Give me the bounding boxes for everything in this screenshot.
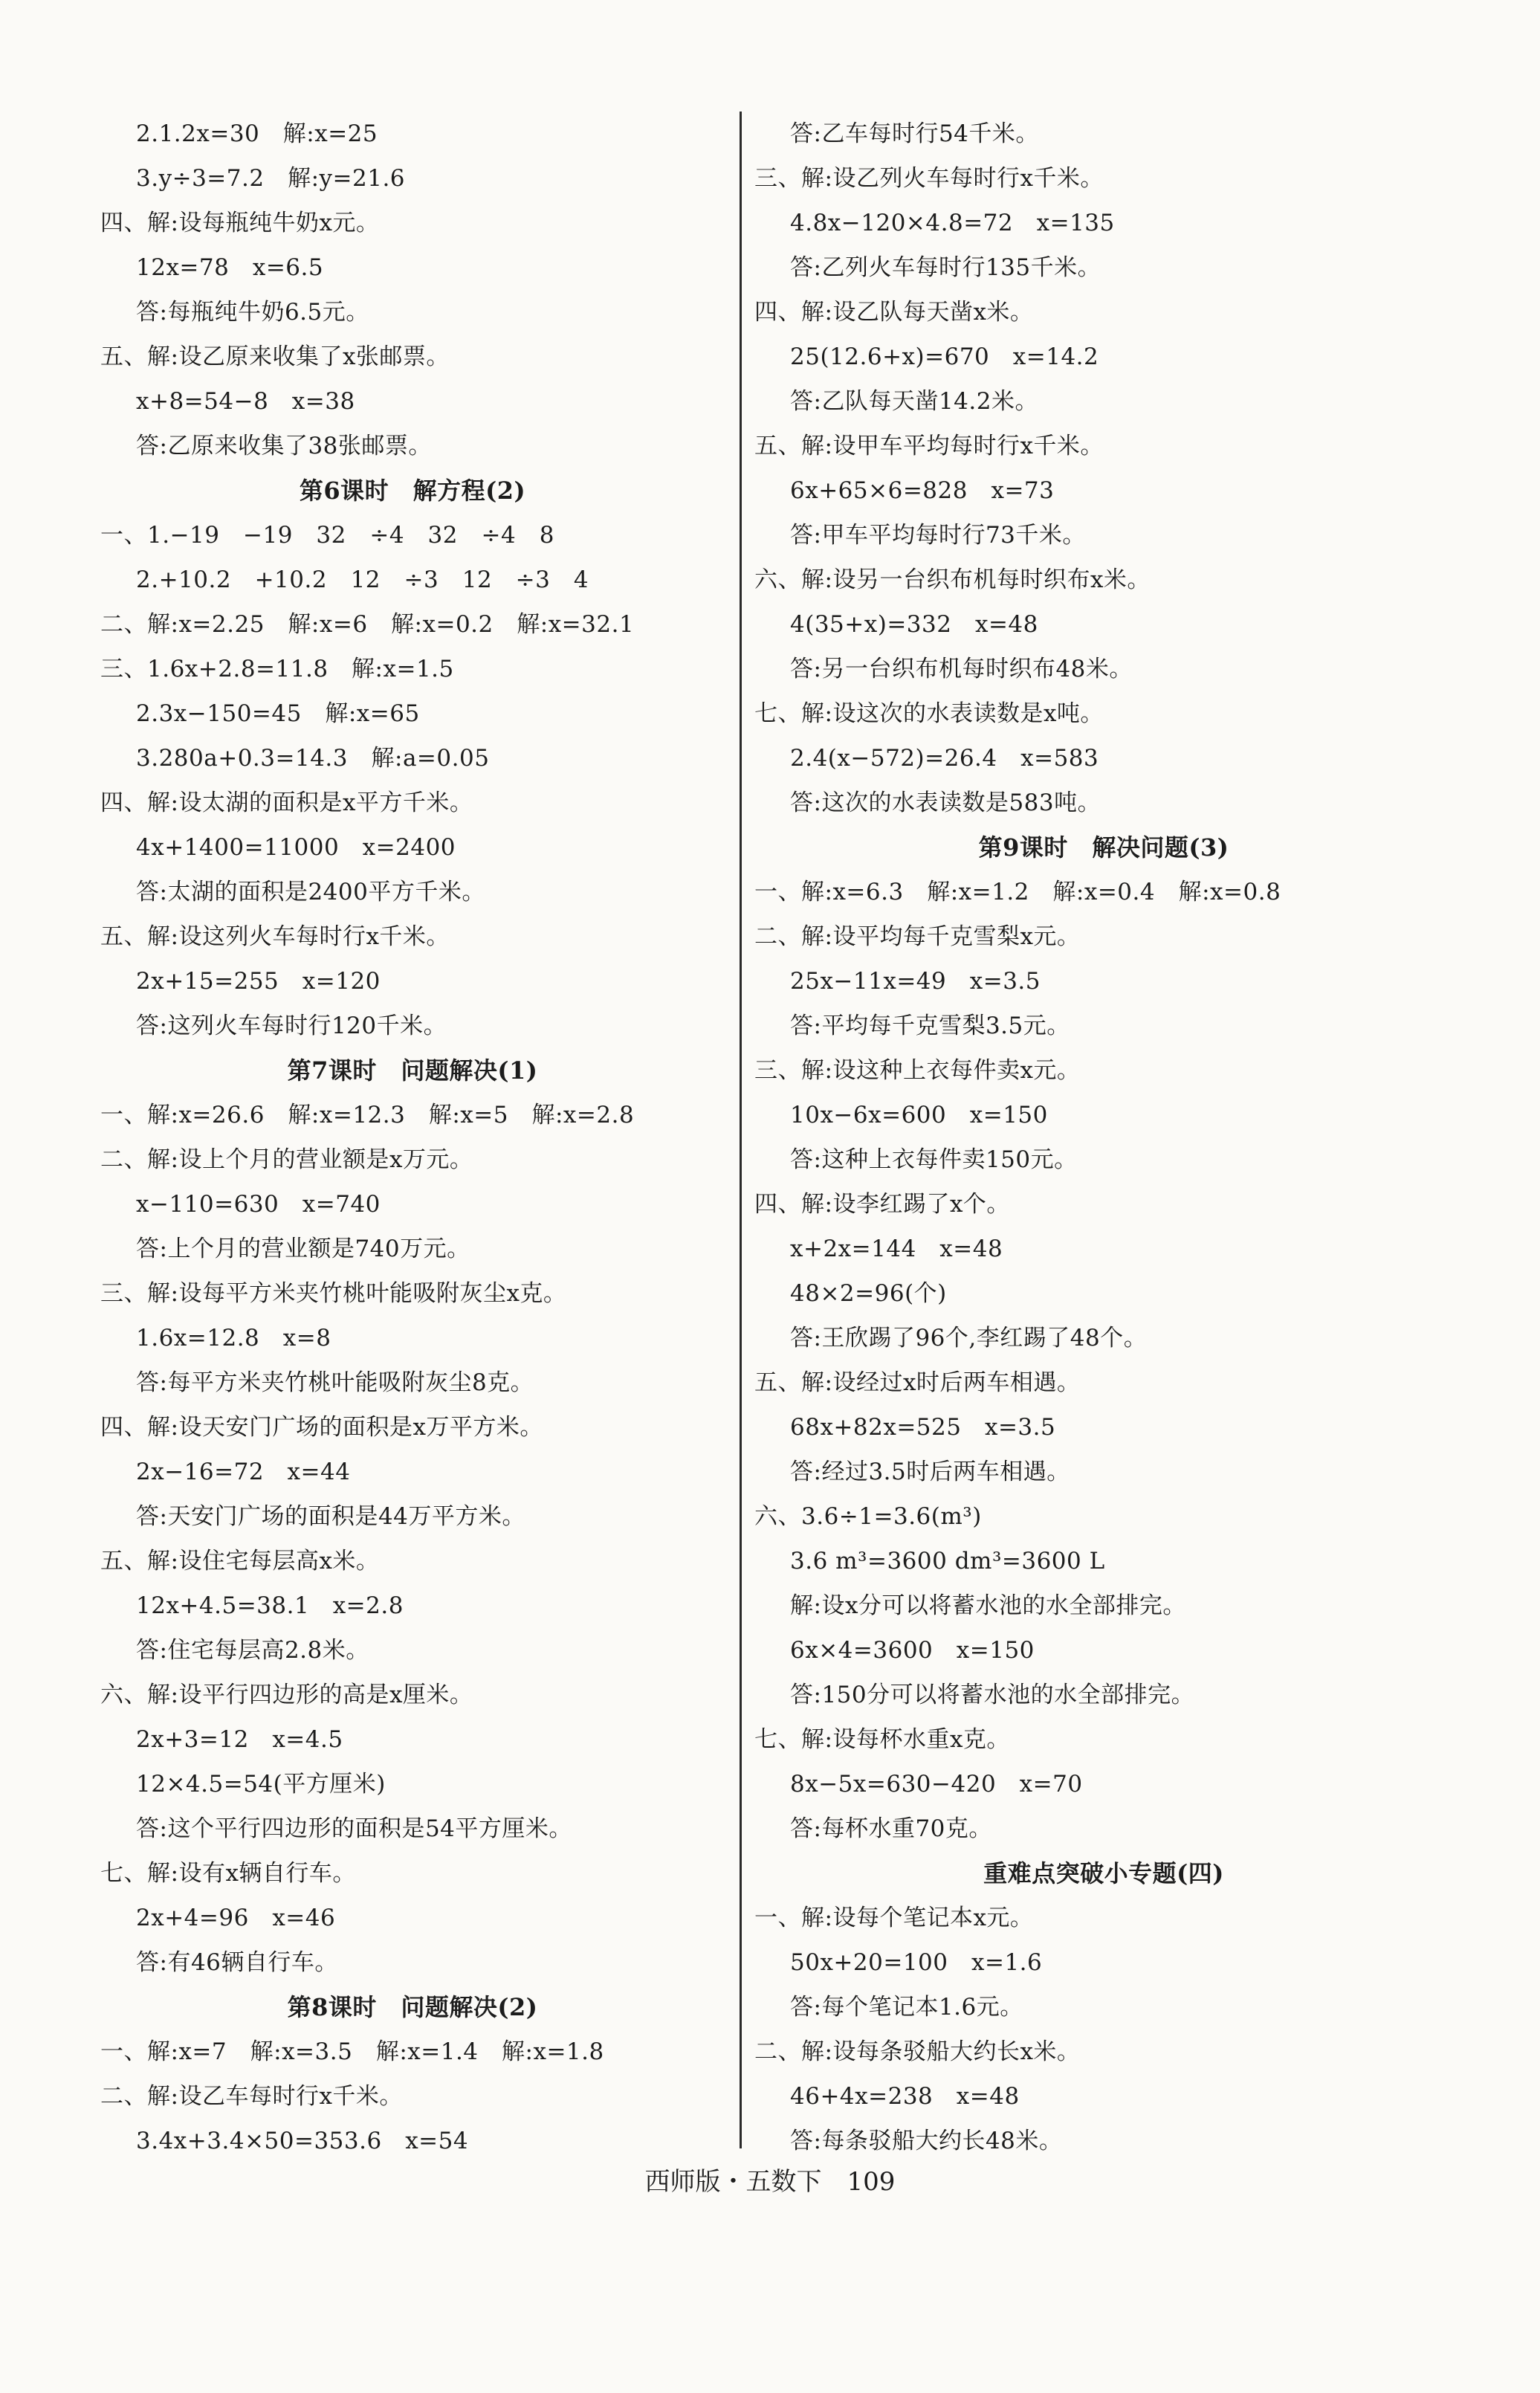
answer-line: 答:经过3.5时后两车相遇。 — [790, 1459, 1070, 1485]
answer-line: 答:太湖的面积是2400平方千米。 — [136, 879, 485, 905]
answer-line: 46+4x=238 x=48 — [790, 2083, 1020, 2110]
right-column — [754, 112, 1453, 2163]
section-heading: 第6课时 解方程(2) — [299, 477, 526, 505]
answer-line: 三、解:设这种上衣每件卖x元。 — [754, 1057, 1081, 1084]
answer-line: 一、解:x=26.6 解:x=12.3 解:x=5 解:x=2.8 — [100, 1102, 635, 1128]
answer-line: 一、解:设每个笔记本x元。 — [754, 1905, 1034, 1931]
answer-line: 七、解:设这次的水表读数是x吨。 — [754, 700, 1104, 727]
answer-line: 12x=78 x=6.5 — [136, 254, 324, 281]
answer-line: 四、解:设天安门广场的面积是x万平方米。 — [100, 1414, 543, 1441]
answer-line: 答:每个笔记本1.6元。 — [790, 1994, 1023, 2021]
left-column — [100, 112, 725, 2163]
section-heading: 第8课时 问题解决(2) — [287, 1993, 538, 2021]
answer-line: 25x−11x=49 x=3.5 — [790, 968, 1041, 995]
answer-line: 答:150分可以将蓄水池的水全部排完。 — [790, 1682, 1195, 1708]
answer-line: 二、解:设上个月的营业额是x万元。 — [100, 1146, 473, 1173]
answer-line: 三、解:设每平方米夹竹桃叶能吸附灰尘x克。 — [100, 1280, 567, 1307]
answer-line: 2.+10.2 +10.2 12 ÷3 12 ÷3 4 — [136, 566, 589, 593]
answer-line: 1.6x=12.8 x=8 — [136, 1325, 331, 1351]
answer-line: 6x+65×6=828 x=73 — [790, 477, 1055, 504]
answer-line: 答:乙原来收集了38张邮票。 — [136, 433, 432, 459]
answer-line: 48×2=96(个) — [790, 1280, 947, 1307]
answer-line: 答:每瓶纯牛奶6.5元。 — [136, 299, 369, 326]
answer-line: 四、解:设乙队每天凿x米。 — [754, 299, 1034, 326]
answer-line: 4(35+x)=332 x=48 — [790, 611, 1038, 638]
answer-line: 答:平均每千克雪梨3.5元。 — [790, 1013, 1070, 1039]
answer-line: 七、解:设有x辆自行车。 — [100, 1860, 356, 1887]
answer-line: 六、解:设另一台织布机每时织布x米。 — [754, 566, 1151, 593]
answer-line: 一、1.−19 −19 32 ÷4 32 ÷4 8 — [100, 522, 554, 549]
answer-line: 答:每平方米夹竹桃叶能吸附灰尘8克。 — [136, 1369, 534, 1396]
answer-line: 4x+1400=11000 x=2400 — [136, 834, 456, 861]
answer-line: 3.4x+3.4×50=353.6 x=54 — [136, 2128, 469, 2154]
answer-line: 3.280a+0.3=14.3 解:a=0.05 — [136, 745, 490, 772]
answer-line: 答:上个月的营业额是740万元。 — [136, 1236, 470, 1262]
answer-line: 答:这个平行四边形的面积是54平方厘米。 — [136, 1815, 572, 1842]
answer-line: 68x+82x=525 x=3.5 — [790, 1414, 1056, 1441]
answer-line: 答:甲车平均每时行73千米。 — [790, 522, 1086, 549]
answer-line: 12×4.5=54(平方厘米) — [136, 1771, 386, 1798]
section-heading: 重难点突破小专题(四) — [983, 1859, 1224, 1887]
page-footer: 西师版・五数下 109 — [644, 2167, 896, 2197]
answer-line: 2.3x−150=45 解:x=65 — [136, 700, 420, 727]
answer-line: 五、解:设住宅每层高x米。 — [100, 1548, 380, 1575]
answer-line: 4.8x−120×4.8=72 x=135 — [790, 210, 1115, 236]
answer-line: 答:乙队每天凿14.2米。 — [790, 388, 1038, 415]
answer-line: 50x+20=100 x=1.6 — [790, 1949, 1043, 1976]
answer-line: 答:每条驳船大约长48米。 — [790, 2128, 1063, 2154]
answer-line: 答:有46辆自行车。 — [136, 1949, 338, 1976]
column-divider — [740, 112, 742, 2148]
answer-line: 答:住宅每层高2.8米。 — [136, 1637, 369, 1664]
answer-line: 10x−6x=600 x=150 — [790, 1102, 1048, 1128]
answer-line: 四、解:设李红踢了x个。 — [754, 1191, 1010, 1218]
answer-line: 答:天安门广场的面积是44万平方米。 — [136, 1503, 525, 1530]
answer-line: x+8=54−8 x=38 — [136, 388, 355, 415]
answer-line: x−110=630 x=740 — [136, 1191, 381, 1218]
answer-line: 2x−16=72 x=44 — [136, 1459, 351, 1485]
answer-line: 2x+3=12 x=4.5 — [136, 1726, 343, 1753]
answer-line: 六、解:设平行四边形的高是x厘米。 — [100, 1682, 473, 1708]
answer-line: 二、解:x=2.25 解:x=6 解:x=0.2 解:x=32.1 — [100, 611, 635, 638]
answer-line: 答:王欣踢了96个,李红踢了48个。 — [790, 1325, 1148, 1351]
answer-line: 8x−5x=630−420 x=70 — [790, 1771, 1083, 1798]
answer-line: 解:设x分可以将蓄水池的水全部排完。 — [790, 1592, 1186, 1619]
answer-line: 3.y÷3=7.2 解:y=21.6 — [136, 165, 406, 192]
answer-line: 答:这种上衣每件卖150元。 — [790, 1146, 1078, 1173]
answer-line: 四、解:设太湖的面积是x平方千米。 — [100, 789, 473, 816]
answer-line: 2x+4=96 x=46 — [136, 1905, 336, 1931]
answer-line: 四、解:设每瓶纯牛奶x元。 — [100, 210, 380, 236]
answer-line: 五、解:设经过x时后两车相遇。 — [754, 1369, 1081, 1396]
answer-line: 6x×4=3600 x=150 — [790, 1637, 1035, 1664]
answer-line: 六、3.6÷1=3.6(m³) — [754, 1503, 982, 1530]
section-heading: 第7课时 问题解决(1) — [287, 1056, 538, 1085]
answer-line: x+2x=144 x=48 — [790, 1236, 1003, 1262]
answer-line: 答:乙列火车每时行135千米。 — [790, 254, 1101, 281]
answer-line: 五、解:设这列火车每时行x千米。 — [100, 923, 450, 950]
answer-line: 12x+4.5=38.1 x=2.8 — [136, 1592, 404, 1619]
section-heading: 第9课时 解决问题(3) — [978, 833, 1229, 862]
answer-line: 一、解:x=7 解:x=3.5 解:x=1.4 解:x=1.8 — [100, 2038, 604, 2065]
answer-line: 二、解:设平均每千克雪梨x元。 — [754, 923, 1081, 950]
answer-line: 25(12.6+x)=670 x=14.2 — [790, 343, 1099, 370]
answer-line: 一、解:x=6.3 解:x=1.2 解:x=0.4 解:x=0.8 — [754, 879, 1281, 905]
answer-line: 答:另一台织布机每时织布48米。 — [790, 656, 1133, 682]
answer-line: 2.1.2x=30 解:x=25 — [136, 120, 378, 147]
answer-line: 三、1.6x+2.8=11.8 解:x=1.5 — [100, 656, 454, 682]
answer-line: 五、解:设乙原来收集了x张邮票。 — [100, 343, 450, 370]
answer-line: 答:这次的水表读数是583吨。 — [790, 789, 1101, 816]
answer-line: 七、解:设每杯水重x克。 — [754, 1726, 1010, 1753]
answer-line: 二、解:设乙车每时行x千米。 — [100, 2083, 403, 2110]
answer-line: 答:每杯水重70克。 — [790, 1815, 992, 1842]
answer-line: 2.4(x−572)=26.4 x=583 — [790, 745, 1099, 772]
answer-line: 答:乙车每时行54千米。 — [790, 120, 1039, 147]
answer-line: 2x+15=255 x=120 — [136, 968, 381, 995]
answer-line: 答:这列火车每时行120千米。 — [136, 1013, 447, 1039]
answer-line: 三、解:设乙列火车每时行x千米。 — [754, 165, 1104, 192]
answer-line: 五、解:设甲车平均每时行x千米。 — [754, 433, 1104, 459]
answer-line: 二、解:设每条驳船大约长x米。 — [754, 2038, 1081, 2065]
answer-line: 3.6 m³=3600 dm³=3600 L — [790, 1548, 1105, 1575]
